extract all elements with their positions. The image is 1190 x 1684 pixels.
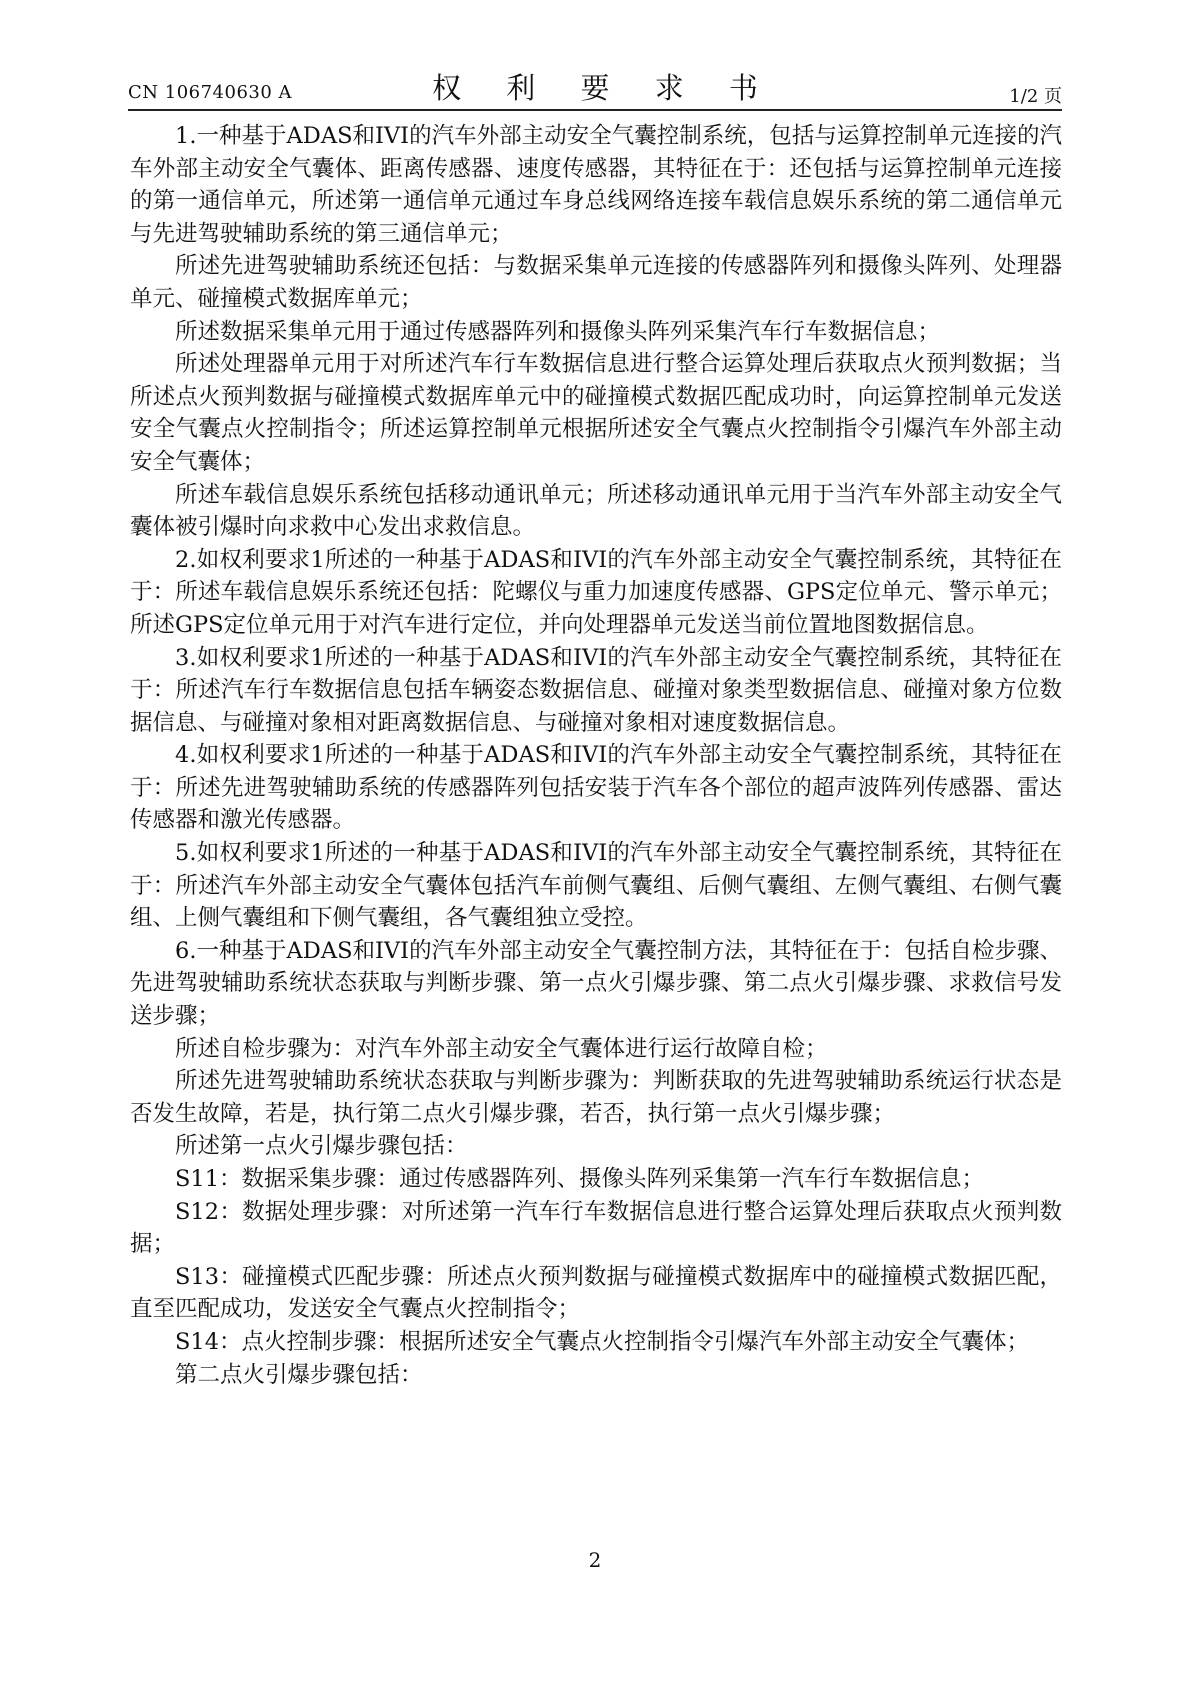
claim-6-first-ignition-heading: 所述第一点火引爆步骤包括： [175,1133,468,1160]
claim-1-ivi-paragraph: 所述车载信息娱乐系统包括移动通讯单元；所述移动通讯单元用于当汽车外部主动安全气囊体被引爆时向求救中心发出求救信息。 [130,481,1062,541]
step-s13-paragraph: S13：碰撞模式匹配步骤：所述点火预判数据与碰撞模式数据库中的碰撞模式数据匹配，直至匹配成功，发送安全气囊点火控制指令； [130,1263,1062,1323]
claim-6-paragraph: 6.一种基于ADAS和IVI的汽车外部主动安全气囊控制方法，其特征在于：包括自检步骤、先进驾驶辅助系统状态获取与判断步骤、第一点火引爆步骤、第二点火引爆步骤、求救信号发送步骤； [130,937,1062,1030]
header-divider [128,109,1062,111]
step-s14-paragraph: S14：点火控制步骤：根据所述安全气囊点火控制指令引爆汽车外部主动安全气囊体； [175,1328,1030,1355]
claim-2-paragraph: 2.如权利要求1所述的一种基于ADAS和IVI的汽车外部主动安全气囊控制系统，其特征在于：所述车载信息娱乐系统还包括：陀螺仪与重力加速度传感器、GPS定位单元、警示单元；所述GPS定位单元用于对汽车进行定位，并向处理器单元发送当前位置地图数据信息。 [130,546,1062,638]
claim-1-paragraph: 1.一种基于ADAS和IVI的汽车外部主动安全气囊控制系统，包括与运算控制单元连接的汽车外部主动安全气囊体、距离传感器、速度传感器，其特征在于：还包括与运算控制单元连接的第一通信单元，所述第一通信单元通过车身总线网络连接车载信息娱乐系统的第二通信单元与先进驾驶辅助系统的第三通信单元； [130,123,1062,247]
claim-3-paragraph: 3.如权利要求1所述的一种基于ADAS和IVI的汽车外部主动安全气囊控制系统，其特征在于：所述汽车行车数据信息包括车辆姿态数据信息、碰撞对象类型数据信息、碰撞对象方位数据信息、与碰撞对象相对距离数据信息、与碰撞对象相对速度数据信息。 [130,644,1062,736]
page-header [128,62,1062,108]
step-s12-paragraph: S12：数据处理步骤：对所述第一汽车行车数据信息进行整合运算处理后获取点火预判数据； [130,1198,1062,1258]
claim-1-processor-paragraph: 所述处理器单元用于对所述汽车行车数据信息进行整合运算处理后获取点火预判数据；当所述点火预判数据与碰撞模式数据库单元中的碰撞模式数据匹配成功时，向运算控制单元发送安全气囊点火控制指令；所述运算控制单元根据所述安全气囊点火控制指令引爆汽车外部主动安全气囊体； [130,351,1062,475]
page-number: 2 [588,1548,602,1572]
claim-6-second-ignition-heading: 第二点火引爆步骤包括： [175,1361,423,1388]
claim-1-adas-paragraph: 所述先进驾驶辅助系统还包括：与数据采集单元连接的传感器阵列和摄像头阵列、处理器单元、碰撞模式数据库单元； [130,253,1062,312]
document-title: 权 利 要 求 书 [432,71,776,105]
claim-6-state-judgment-paragraph: 所述先进驾驶辅助系统状态获取与判断步骤为：判断获取的先进驾驶辅助系统运行状态是否发生故障，若是，执行第二点火引爆步骤，若否，执行第一点火引爆步骤； [130,1068,1062,1127]
claim-1-data-collection-paragraph: 所述数据采集单元用于通过传感器阵列和摄像头阵列采集汽车行车数据信息； [175,318,941,345]
claim-5-paragraph: 5.如权利要求1所述的一种基于ADAS和IVI的汽车外部主动安全气囊控制系统，其特征在于：所述汽车外部主动安全气囊体包括汽车前侧气囊组、后侧气囊组、左侧气囊组、右侧气囊组、上侧气囊组和下侧气囊组，各气囊组独立受控。 [130,840,1062,932]
claims-body [130,120,1062,1510]
page-count: 1/2 页 [1009,86,1062,107]
claim-4-paragraph: 4.如权利要求1所述的一种基于ADAS和IVI的汽车外部主动安全气囊控制系统，其特征在于：所述先进驾驶辅助系统的传感器阵列包括安装于汽车各个部位的超声波阵列传感器、雷达传感器和激光传感器。 [130,742,1062,834]
patent-number: CN 106740630 A [128,82,293,103]
claim-6-self-check-paragraph: 所述自检步骤为：对汽车外部主动安全气囊体进行运行故障自检； [175,1035,828,1062]
step-s11-paragraph: S11：数据采集步骤：通过传感器阵列、摄像头阵列采集第一汽车行车数据信息； [175,1166,985,1192]
